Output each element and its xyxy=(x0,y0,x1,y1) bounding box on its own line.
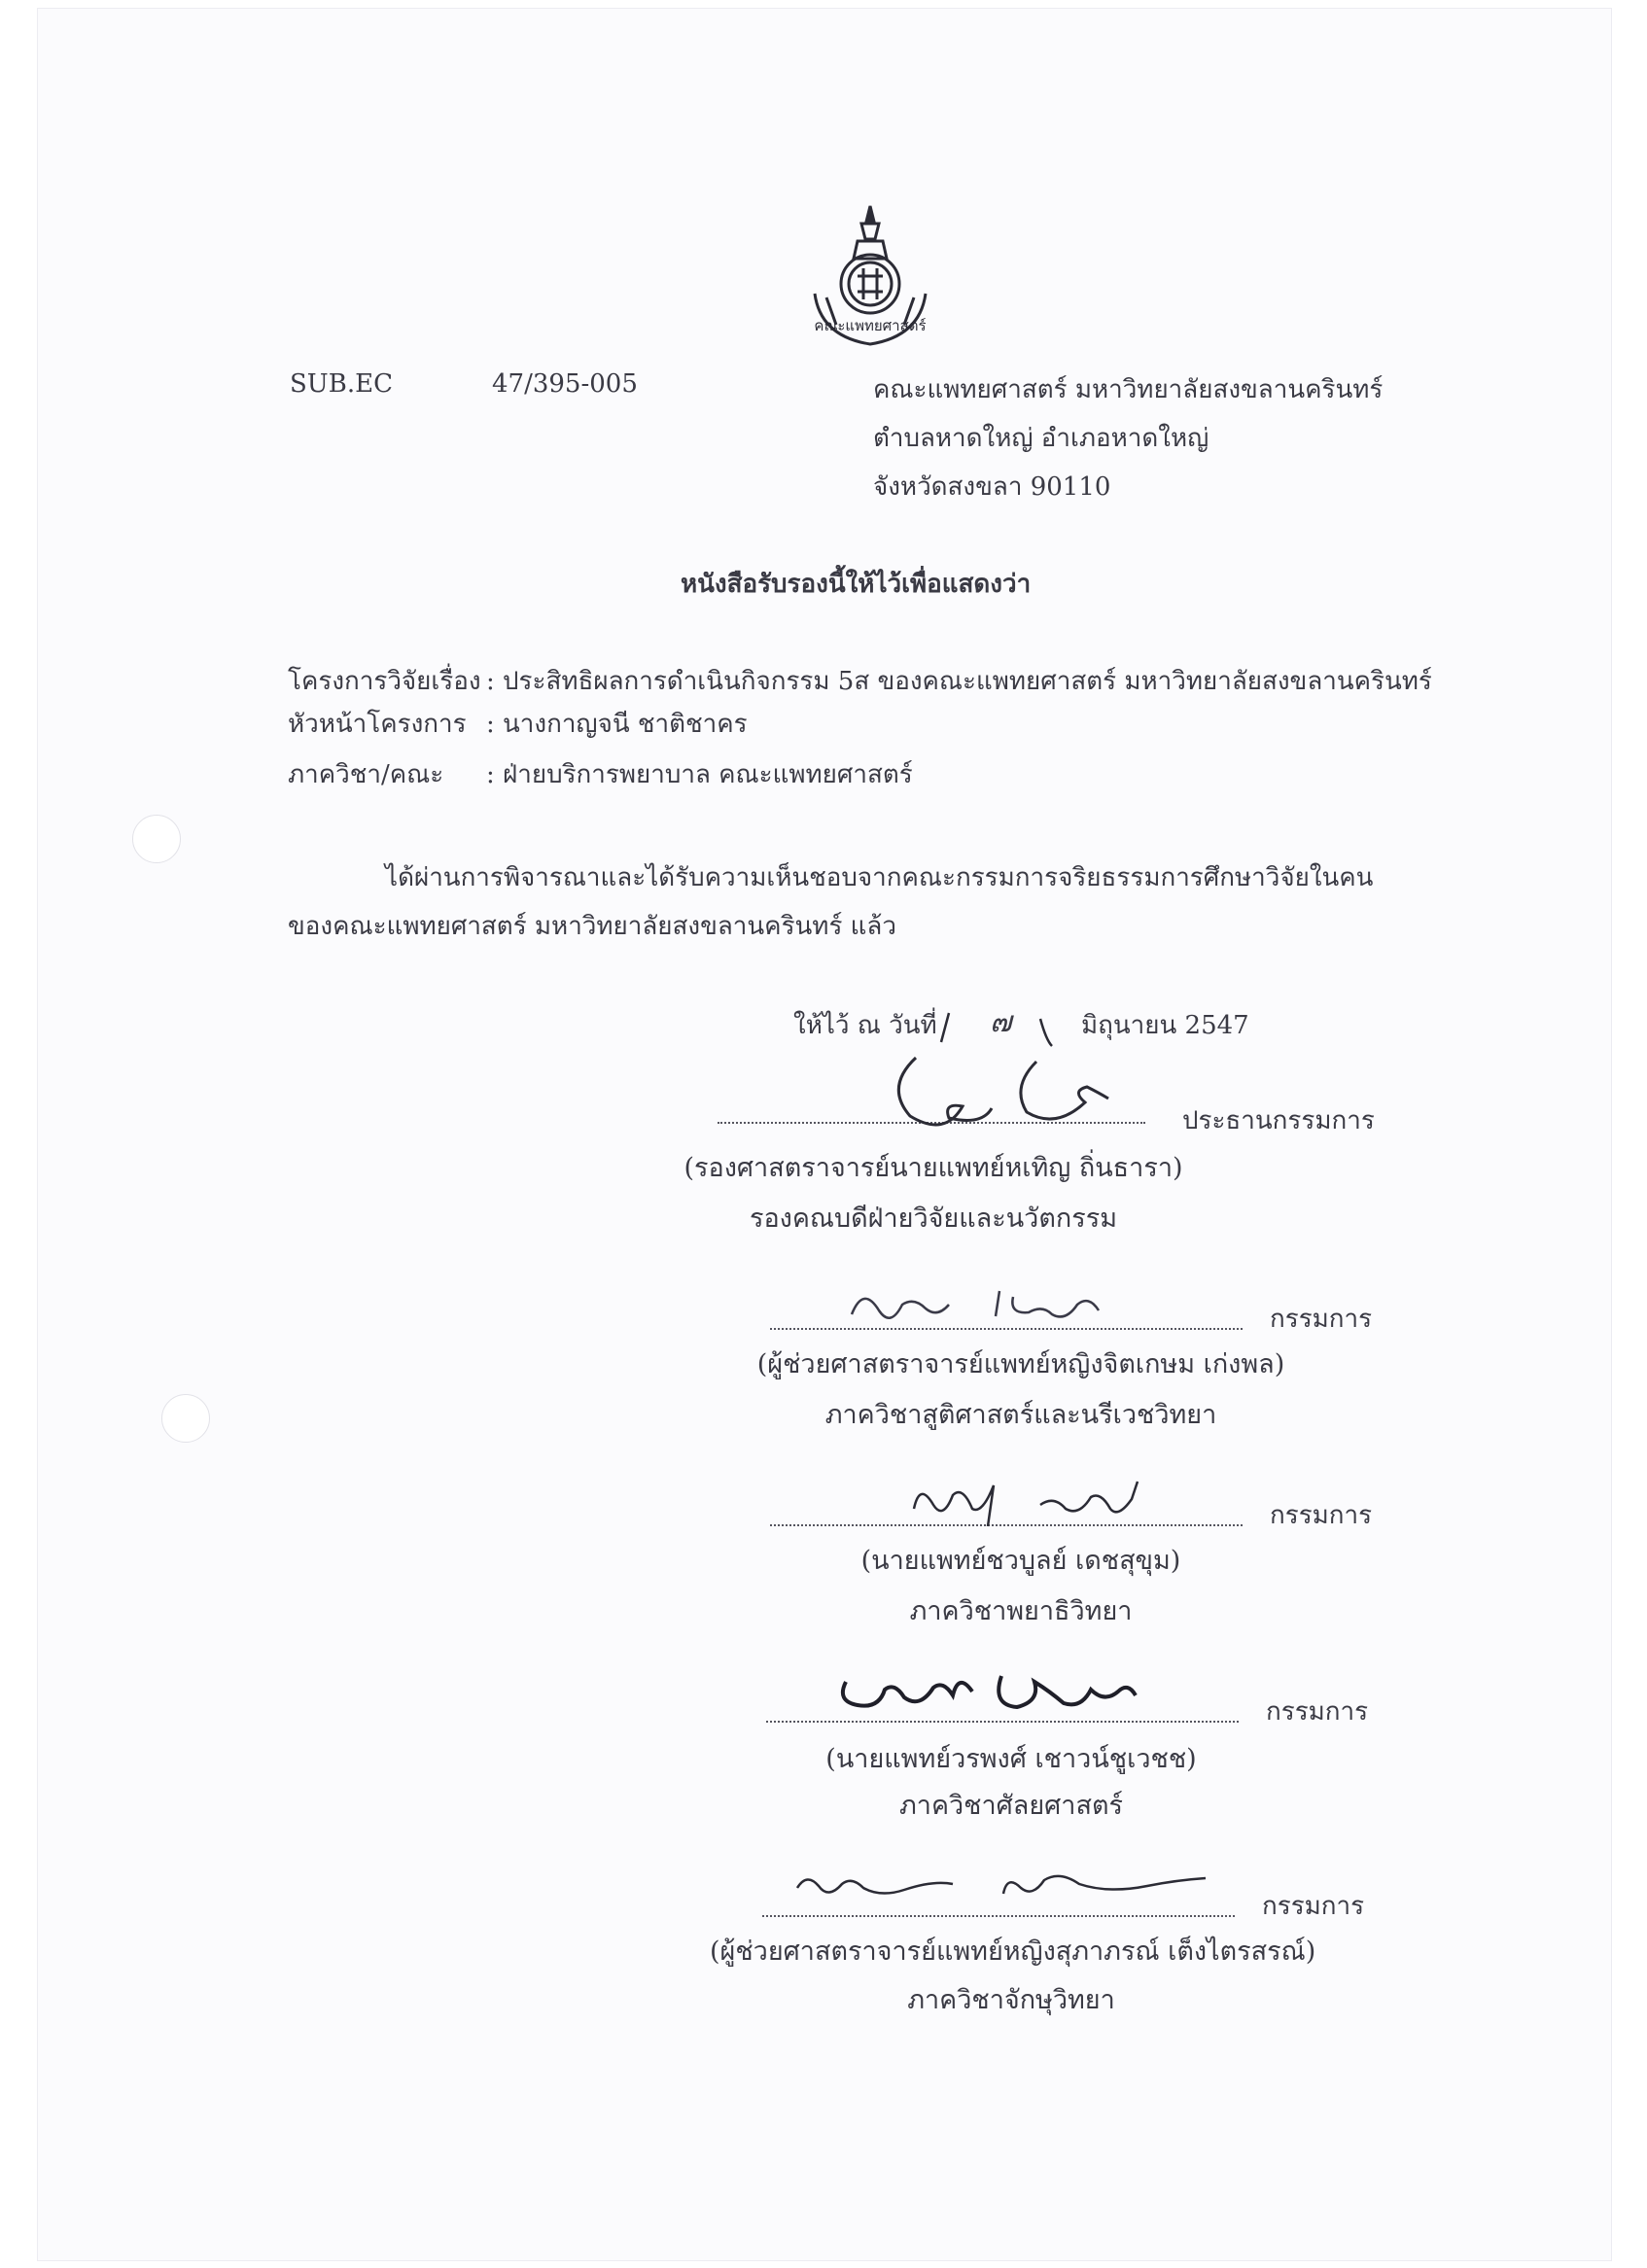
signature-chairman xyxy=(856,1048,1138,1145)
role-member-2: กรรมการ xyxy=(1270,1501,1373,1530)
signature-member-2 xyxy=(904,1466,1167,1534)
address-line-3: จังหวัดสงขลา 90110 xyxy=(873,472,1111,502)
name-member-1: (ผู้ช่วยศาสตราจารย์แพทย์หญิงจิตเกษม เก่งพล) xyxy=(756,1349,1285,1379)
punch-hole-top xyxy=(132,815,181,863)
address-line-2: ตำบลหาดใหญ่ อำเภอหาดใหญ่ xyxy=(873,424,1209,453)
department-name: : ฝ่ายบริการพยาบาล คณะแพทยศาสตร์ xyxy=(486,760,913,789)
signature-member-4 xyxy=(788,1855,1215,1923)
position-member-2: ภาควิชาพยาธิวิทยา xyxy=(909,1596,1133,1626)
svg-text:คณะแพทยศาสตร์: คณะแพทยศาสตร์ xyxy=(814,317,927,334)
role-member-4: กรรมการ xyxy=(1262,1892,1365,1921)
address-line-1: คณะแพทยศาสตร์ มหาวิทยาลัยสงขลานครินทร์ xyxy=(873,375,1384,404)
research-label: โครงการวิจัยเรื่อง xyxy=(288,667,481,696)
role-member-1: กรรมการ xyxy=(1270,1305,1373,1334)
position-member-4: ภาควิชาจักษุวิทยา xyxy=(907,1985,1115,2015)
approval-text-line-1: ได้ผ่านการพิจารณาและได้รับความเห็นชอบจากคณะกรรมการจริยธรรมการศึกษาวิจัยในคน xyxy=(385,863,1374,892)
leader-name: : นางกาญจนี ชาติชาคร xyxy=(486,710,748,739)
certificate-title: หนังสือรับรองนี้ให้ไว้เพื่อแสดงว่า xyxy=(681,570,1032,599)
role-member-3: กรรมการ xyxy=(1266,1697,1369,1727)
name-chairman: (รองศาสตราจารย์นายแพทย์หเทิญ ถิ่นธารา) xyxy=(683,1153,1183,1183)
signature-member-3 xyxy=(826,1653,1147,1730)
position-chairman: รองคณบดีฝ่ายวิจัยและนวัตกรรม xyxy=(749,1204,1118,1234)
punch-hole-bottom xyxy=(161,1394,210,1443)
reference-code: SUB.EC xyxy=(290,369,393,399)
leader-label: หัวหน้าโครงการ xyxy=(288,710,467,739)
reference-number: 47/395-005 xyxy=(492,369,638,399)
faculty-seal-logo xyxy=(797,200,943,356)
name-member-4: (ผู้ช่วยศาสตราจารย์แพทย์หญิงสุภาภรณ์ เต็งไตรสรณ์) xyxy=(710,1937,1316,1967)
position-member-1: ภาควิชาสูติศาสตร์และนรีเวชวิทยา xyxy=(824,1400,1217,1430)
date-handwritten-stroke xyxy=(933,1001,1089,1050)
name-member-3: (นายแพทย์วรพงศ์ เชาวน์ชูเวชช) xyxy=(825,1744,1197,1774)
approval-text-line-2: ของคณะแพทยศาสตร์ มหาวิทยาลัยสงขลานครินทร์ แล้ว xyxy=(288,912,896,941)
date-month-year: มิถุนายน 2547 xyxy=(1081,1011,1249,1040)
date-prefix: ให้ไว้ ณ วันที่ xyxy=(793,1011,937,1040)
research-title: : ประสิทธิผลการดำเนินกิจกรรม 5ส ของคณะแพทยศาสตร์ มหาวิทยาลัยสงขลานครินทร์ xyxy=(486,667,1432,696)
signature-member-1 xyxy=(844,1275,1136,1334)
date-day-handwritten: ๗ xyxy=(990,1005,1012,1039)
position-member-3: ภาควิชาศัลยศาสตร์ xyxy=(899,1791,1123,1821)
department-label: ภาควิชา/คณะ xyxy=(288,760,444,789)
name-member-2: (นายแพทย์ชวบูลย์ เดชสุขุม) xyxy=(860,1546,1181,1576)
role-chairman: ประธานกรรมการ xyxy=(1182,1106,1375,1135)
